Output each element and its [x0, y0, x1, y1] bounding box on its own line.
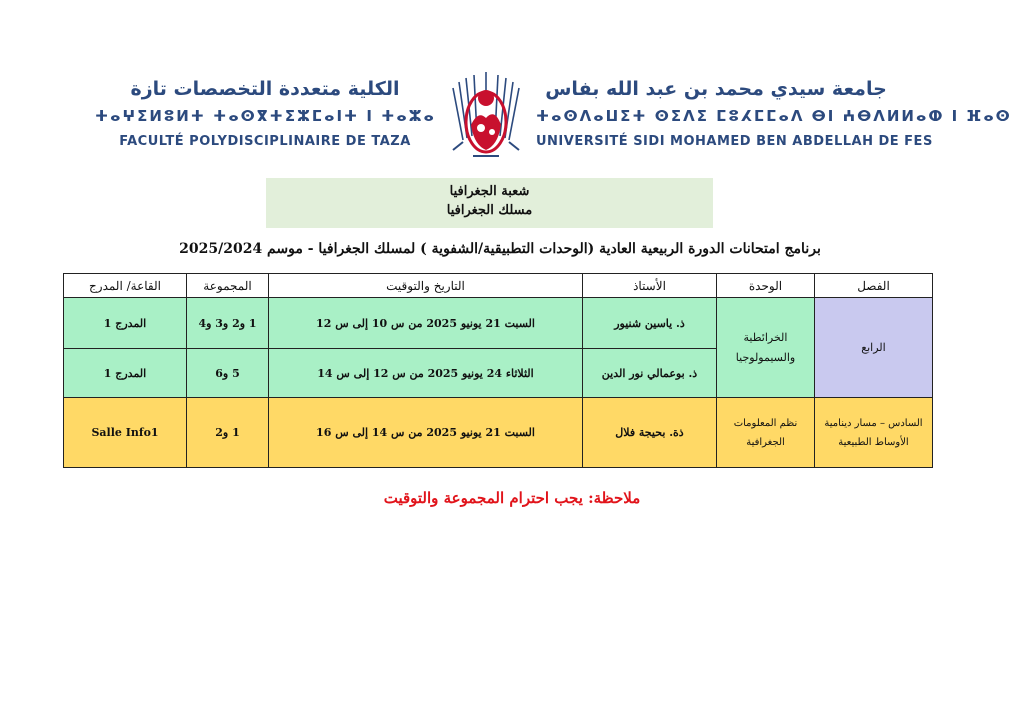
faculty-name-french: FACULTÉ POLYDISCIPLINAIRE DE TAZA — [119, 134, 411, 149]
semester-cell — [815, 398, 933, 468]
note-text: ملاحظة: يجب احترام المجموعة والتوقيت — [383, 489, 641, 507]
room-cell: المدرج 1 — [64, 298, 187, 349]
university-name-tifinagh: ⵜⴰⵙⴷⴰⵡⵉⵜ ⵙⵉⴷⵉ ⵎⵓⵃⵎⵎⴰⴷ ⴱⵏ ⵄⴱⴷⵍⵍⴰⵀ ⵏ ⴼⴰⵙ — [536, 107, 1012, 125]
page-title: برنامج امتحانات الدورة الربيعية العادية (الوحدات التطبيقية/الشفوية ) لمسلك الجغرافيا - موسم 2025/2024 — [179, 241, 821, 257]
header-group: المجموعة — [187, 274, 269, 298]
unit-label-line2: الجغرافية — [746, 436, 785, 448]
unit-label-line2: والسيمولوجيا — [735, 350, 796, 364]
group-cell: 1 و2 و3 و4 — [187, 298, 269, 349]
department-name: شعبة الجغرافيا — [449, 184, 530, 199]
datetime-cell: السبت 21 يونيو 2025 من س 10 إلى س 12 — [269, 298, 583, 349]
unit-cell — [717, 298, 815, 398]
faculty-header — [95, 78, 435, 149]
table-row — [64, 398, 933, 468]
semester-label-line1: السادس – مسار دينامية — [824, 417, 923, 429]
exam-schedule-table — [63, 273, 933, 468]
unit-label-line1: الخرائطية — [743, 330, 788, 344]
semester-label-line2: الأوساط الطبيعية — [838, 436, 909, 448]
header-professor: الأستاذ — [583, 274, 717, 298]
group-cell: 5 و6 — [187, 349, 269, 398]
semester-label: الرابع — [861, 341, 886, 354]
room-cell: Salle Info1 — [64, 398, 187, 468]
header-room: القاعة/ المدرج — [64, 274, 187, 298]
header-semester: الفصل — [815, 274, 933, 298]
datetime-cell: السبت 21 يونيو 2025 من س 14 إلى س 16 — [269, 398, 583, 468]
university-name-french: UNIVERSITÉ SIDI MOHAMED BEN ABDELLAH DE FES — [536, 134, 933, 149]
department-box — [266, 178, 713, 228]
room-cell: المدرج 1 — [64, 349, 187, 398]
professor-cell: ذ. ياسين شنيور — [583, 298, 717, 349]
professor-cell: ذ. بوعمالي نور الدين — [583, 349, 717, 398]
semester-cell — [815, 298, 933, 398]
university-logo — [443, 70, 529, 162]
table-row — [64, 298, 933, 349]
header-datetime: التاريخ والتوقيت — [269, 274, 583, 298]
track-name: مسلك الجغرافيا — [446, 203, 533, 218]
professor-cell: ذة. بحيجة فلال — [583, 398, 717, 468]
unit-label-line1: نظم المعلومات — [733, 417, 798, 429]
datetime-cell: الثلاثاء 24 يونيو 2025 من س 12 إلى س 14 — [269, 349, 583, 398]
faculty-name-arabic: الكلية متعددة التخصصات تازة — [130, 78, 400, 100]
university-header — [536, 78, 1012, 149]
table-header-row — [64, 274, 933, 298]
university-name-arabic: جامعة سيدي محمد بن عبد الله بفاس — [545, 78, 887, 100]
unit-cell — [717, 398, 815, 468]
faculty-name-tifinagh: ⵜⴰⵖⵉⵍⵓⵍⵜ ⵜⴰⵙⴳⵜⵉⵣⵎⴰⵏⵜ ⵏ ⵜⴰⵣⴰ — [95, 107, 436, 125]
header-unit: الوحدة — [717, 274, 815, 298]
group-cell: 1 و2 — [187, 398, 269, 468]
